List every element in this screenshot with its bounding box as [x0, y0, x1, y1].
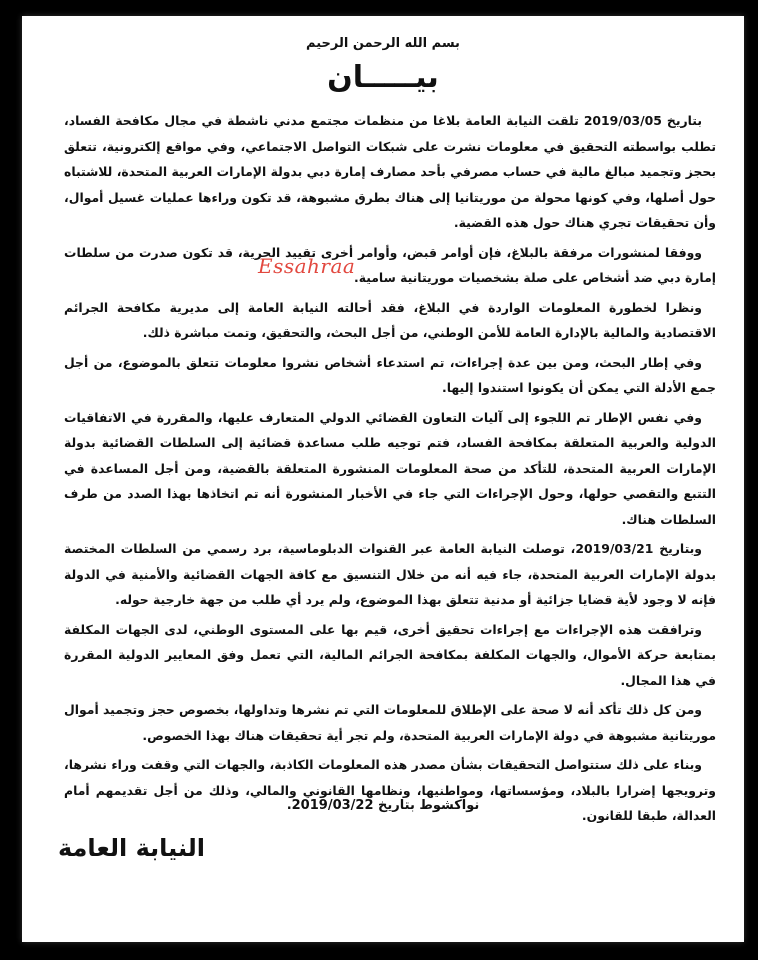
dateline: نواكشوط بتاريخ 2019/03/22.: [286, 798, 480, 813]
watermark-logo: Essahraa: [258, 254, 356, 278]
document-title: بيـــــان: [327, 60, 439, 95]
paragraph: ومن كل ذلك تأكد أنه لا صحة على الإطلاق للمعلومات التي تم نشرها وتداولها، بخصوص حجز وتجميد أموال موريتانية مشبوهة في دولة الإمارات العربية المتحدة، ولم تجر أية تحقيقات هناك بهذا الخصوص.: [64, 702, 716, 743]
document-body: [64, 108, 716, 833]
paragraph: وترافقت هذه الإجراءات مع إجراءات تحقيق أخرى، قيم بها على المستوى الوطني، لدى الجهات المكلفة بمتابعة حركة الأموال، والجهات المكلفة بمكافحة الجرائم المالية، التي تعمل وفق المعايير الدولية المقررة في هذا المجال.: [64, 621, 716, 688]
basmala-heading: بسم الله الرحمن الرحيم: [306, 36, 460, 51]
paragraph: بتاريخ 2019/03/05 تلقت النيابة العامة بلاغا من منظمات مجتمع مدني ناشطة في مجال مكافحة الفساد، تطلب بواسطته التحقيق في معلومات نشرت على شبكات التواصل الاجتماعي، وفي مواقع إلكترونية، تتعلق بحجز وتجميد مبالغ مالية في حساب مصرفي بأحد مصارف إمارة دبي بدولة الإمارات العربية المتحدة، للاشتباه حول أصلها، وفي كونها محولة من موريتانيا إلى هناك بطرق مشبوهة، قد تكون وراءها عمليات غسيل أموال، وأن تحقيقات تجري هناك حول هذه القضية.: [64, 113, 716, 230]
paragraph: وفي إطار البحث، ومن بين عدة إجراءات، تم استدعاء أشخاص نشروا معلومات تتعلق بالموضوع، من أجل جمع الأدلة التي يمكن أن يكونوا استندوا إليها.: [64, 354, 716, 395]
paragraph: وفي نفس الإطار تم اللجوء إلى آليات التعاون القضائي الدولي المتعارف عليها، والمقررة في الاتفاقيات الدولية والعربية المتعلقة بمكافحة الفساد، فتم توجيه طلب مساعدة قضائية إلى السلطات القضائية بدولة الإمارات العربية المتحدة، للتأكد من صحة المعلومات المنشورة المتعلقة بالقضية، ومن أجل المساعدة في التتبع والتقصي حولها، وحول الإجراءات التي جاء في الأخبار المنشورة أنه تم اتخاذها بهذا الصدد من طرف السلطات هناك.: [64, 409, 716, 527]
paragraph: ونظرا لخطورة المعلومات الواردة في البلاغ، فقد أحالته النيابة العامة إلى مديرية مكافحة الجرائم الاقتصادية والمالية بالإدارة العامة للأمن الوطني، من أجل البحث، والتحقيق، وتمت مباشرة ذلك.: [64, 299, 716, 340]
paragraph: وبناء على ذلك ستتواصل التحقيقات بشأن مصدر هذه المعلومات الكاذبة، والجهات التي وقفت وراء نشرها، وترويجها إضرارا بالبلاد، ومؤسساتها، ومواطنيها، ونظامها القانوني والمالي، وذلك من أجل تقديمهم أمام العدالة، طبقا للقانون.: [64, 757, 716, 823]
paragraph: ووفقا لمنشورات مرفقة بالبلاغ، فإن أوامر قبض، وأوامر أخرى تقييد الحرية، قد تكون صدرت من سلطات إمارة دبي ضد أشخاص على صلة بشخصيات موريتانية سامية.: [64, 244, 716, 285]
paragraph: وبتاريخ 2019/03/21، توصلت النيابة العامة عبر القنوات الدبلوماسية، برد رسمي من السلطات المختصة بدولة الإمارات العربية المتحدة، جاء فيه أنه من خلال التنسيق مع كافة الجهات القضائية والأمنية في الدولة فإنه لا وجود لأية قضايا جزائية أو مدنية تتعلق بهذا الموضوع، ولم يرد أي طلب من جهة خارجية حوله.: [64, 541, 716, 607]
document-page: [22, 16, 744, 942]
signature: النيابة العامة: [58, 834, 205, 862]
